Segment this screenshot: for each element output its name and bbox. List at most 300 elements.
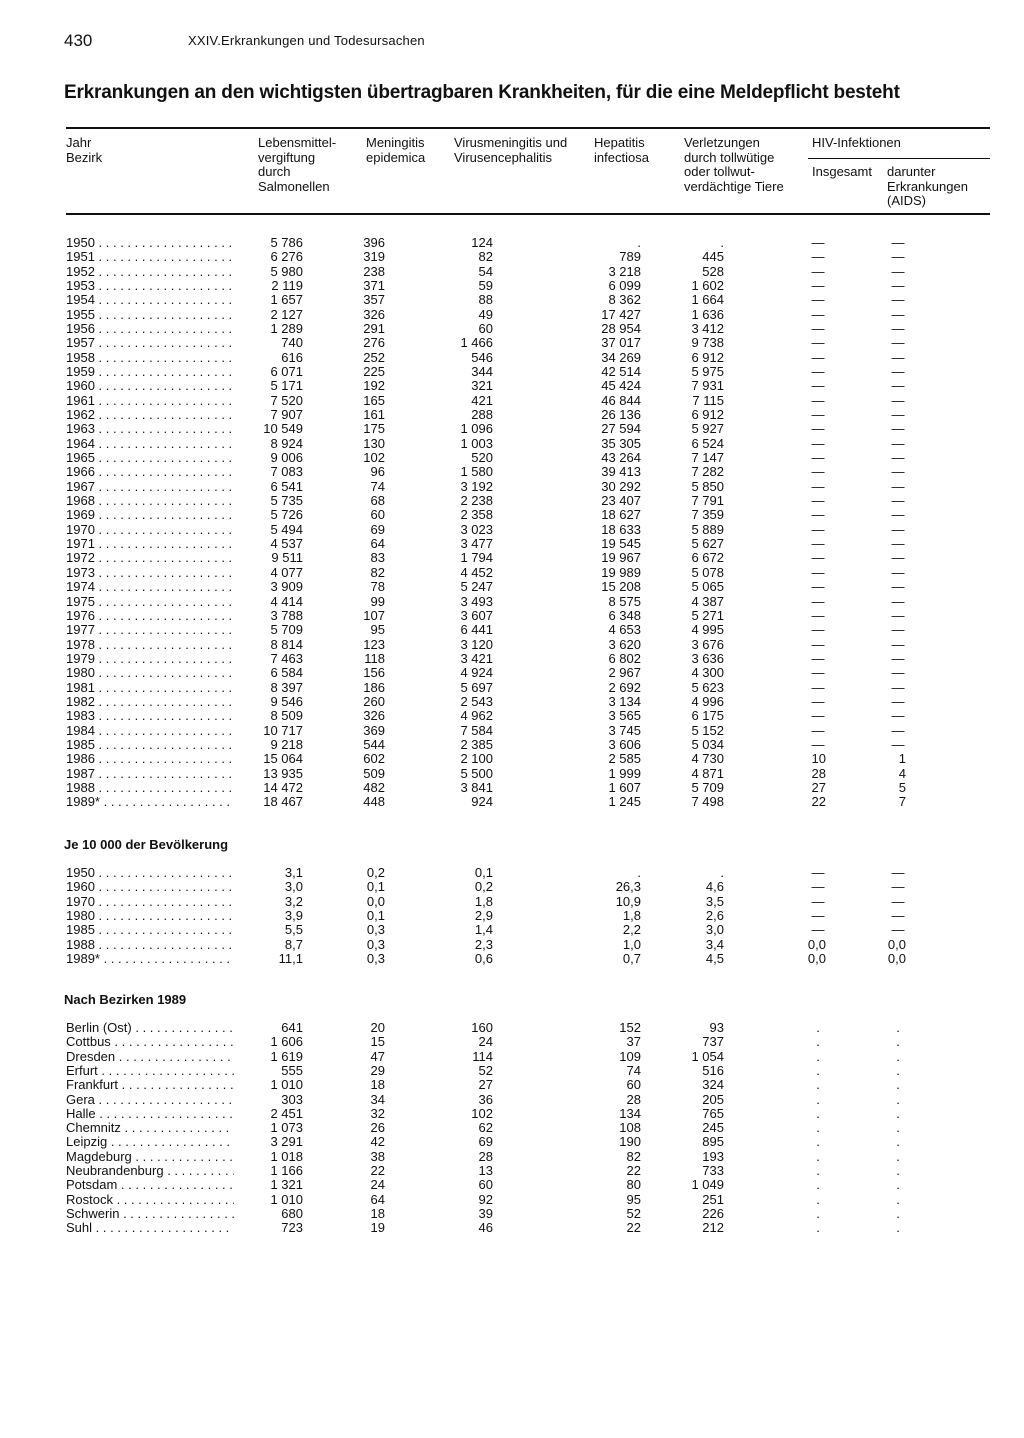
meningitis-value: 326	[363, 306, 385, 322]
virusmeningitis-value: 421	[471, 392, 493, 408]
table-row	[0, 293, 1024, 307]
table-row	[0, 451, 1024, 465]
virusmeningitis-value: 102	[471, 1105, 493, 1121]
hiv-insgesamt-value: —	[811, 249, 825, 265]
table-row	[0, 895, 1024, 909]
virusmeningitis-value: 1 003	[460, 435, 493, 451]
virusmeningitis-value: 1 466	[460, 335, 493, 351]
hiv-insgesamt-value: —	[811, 622, 825, 638]
tollwut-value: 2,6	[705, 907, 724, 923]
tollwut-value: 212	[702, 1220, 724, 1236]
salmonellen-value: 1 018	[270, 1148, 303, 1164]
hepatitis-value: 37	[626, 1034, 641, 1050]
tollwut-value: 1 664	[691, 292, 724, 308]
row-label: 1985 . . .	[66, 738, 234, 752]
row-label: 1971 . . .	[66, 537, 234, 551]
hiv-insgesamt-value: —	[811, 407, 825, 423]
meningitis-value: 47	[370, 1048, 385, 1064]
table-row	[0, 1207, 1024, 1221]
virusmeningitis-value: 546	[471, 349, 493, 365]
salmonellen-value: 303	[281, 1091, 303, 1107]
row-label: 1968 . . .	[66, 494, 234, 508]
row-label: 1953 . . .	[66, 279, 234, 293]
virusmeningitis-value: 24	[478, 1034, 493, 1050]
hiv-insgesamt-value: —	[811, 607, 825, 623]
table-row	[0, 437, 1024, 451]
hiv-aids-value: .	[896, 1148, 900, 1164]
virusmeningitis-value: 6 441	[460, 622, 493, 638]
hiv-insgesamt-value: —	[811, 464, 825, 480]
salmonellen-value: 11,1	[278, 950, 303, 966]
hiv-insgesamt-value: —	[811, 636, 825, 652]
virusmeningitis-value: 520	[471, 450, 493, 466]
tollwut-value: 5 927	[691, 421, 724, 437]
hiv-aids-value: —	[891, 650, 905, 666]
header-salmonellen: Lebensmittel- vergiftung durch Salmonellen	[258, 135, 337, 194]
table-row	[0, 681, 1024, 695]
hiv-insgesamt-value: 10	[811, 751, 826, 767]
meningitis-value: 64	[370, 1191, 385, 1207]
virusmeningitis-value: 124	[471, 235, 493, 250]
hiv-insgesamt-value: —	[811, 450, 825, 466]
tollwut-value: 226	[702, 1205, 724, 1221]
meningitis-value: 130	[363, 435, 385, 451]
meningitis-value: 260	[363, 693, 385, 709]
virusmeningitis-value: 1 794	[460, 550, 493, 566]
table-row	[0, 738, 1024, 752]
hiv-aids-value: .	[896, 1163, 900, 1178]
hiv-insgesamt-value: .	[816, 1120, 820, 1136]
hiv-insgesamt-value: —	[811, 579, 825, 595]
hiv-insgesamt-value: —	[811, 593, 825, 609]
meningitis-value: 64	[370, 536, 385, 552]
hepatitis-value: 6 348	[608, 607, 641, 623]
hepatitis-value: 30 292	[601, 478, 641, 494]
tollwut-value: 7 791	[691, 493, 724, 509]
meningitis-value: 22	[370, 1163, 385, 1178]
tollwut-value: 324	[702, 1077, 724, 1093]
hepatitis-value: 2 585	[608, 751, 641, 767]
hepatitis-value: 108	[619, 1120, 641, 1136]
table-row	[0, 1050, 1024, 1064]
hepatitis-value: 0,7	[622, 950, 641, 966]
row-label: 1972 . . .	[66, 551, 234, 565]
hiv-aids-value: —	[891, 493, 905, 509]
table-row	[0, 1193, 1024, 1207]
page-number: 430	[64, 31, 93, 50]
table-row	[0, 1221, 1024, 1235]
table-row	[0, 1078, 1024, 1092]
hiv-insgesamt-value: —	[811, 907, 825, 923]
hiv-aids-value: —	[891, 708, 905, 724]
hepatitis-value: 2,2	[622, 922, 641, 938]
virusmeningitis-value: 3 607	[460, 607, 493, 623]
row-label: Halle . . .	[66, 1107, 234, 1121]
table-row	[0, 923, 1024, 937]
tollwut-value: 4 730	[691, 751, 724, 767]
hiv-insgesamt-value: .	[816, 1205, 820, 1221]
row-label: 1952 . . .	[66, 265, 234, 279]
table-row	[0, 494, 1024, 508]
hiv-insgesamt-value: —	[811, 364, 825, 380]
hiv-insgesamt-value: —	[811, 292, 825, 308]
hepatitis-value: 789	[619, 249, 641, 265]
virusmeningitis-value: 52	[478, 1062, 493, 1078]
hiv-aids-value: —	[891, 478, 905, 494]
row-label: 1980 . . .	[66, 909, 234, 923]
table-row	[0, 1178, 1024, 1192]
bezirke-heading: Nach Bezirken 1989	[64, 992, 187, 1007]
hiv-insgesamt-value: .	[816, 1062, 820, 1078]
hepatitis-value: 6 099	[608, 278, 641, 294]
row-label: 1984 . . .	[66, 724, 234, 738]
hepatitis-value: 43 264	[601, 450, 641, 466]
virusmeningitis-value: 27	[478, 1077, 493, 1093]
hiv-aids-value: .	[896, 1020, 900, 1035]
row-label: 1965 . . .	[66, 451, 234, 465]
table-row	[0, 422, 1024, 436]
meningitis-value: 319	[363, 249, 385, 265]
hiv-insgesamt-value: .	[816, 1105, 820, 1121]
hiv-insgesamt-value: —	[811, 493, 825, 509]
tollwut-value: 733	[702, 1163, 724, 1178]
hiv-aids-value: .	[896, 1105, 900, 1121]
hiv-aids-value: .	[896, 1177, 900, 1193]
meningitis-value: 15	[370, 1034, 385, 1050]
hiv-insgesamt-value: —	[811, 536, 825, 552]
hiv-insgesamt-value: —	[811, 564, 825, 580]
salmonellen-value: 1 010	[270, 1191, 303, 1207]
hiv-aids-value: —	[891, 693, 905, 709]
virusmeningitis-value: 344	[471, 364, 493, 380]
row-label: 1985 . . .	[66, 923, 234, 937]
tollwut-value: 895	[702, 1134, 724, 1150]
meningitis-value: 544	[363, 736, 385, 752]
row-label: Neubrandenburg . . .	[66, 1164, 234, 1178]
hiv-aids-value: 4	[898, 765, 906, 781]
virusmeningitis-value: 2 358	[460, 507, 493, 523]
row-label: 1960 . . .	[66, 880, 234, 894]
tollwut-value: 6 912	[691, 349, 724, 365]
hiv-insgesamt-value: —	[811, 392, 825, 408]
row-label: 1966 . . .	[66, 465, 234, 479]
tollwut-value: 5 271	[691, 607, 724, 623]
tollwut-value: 7 115	[692, 392, 724, 408]
salmonellen-value: 7 083	[270, 464, 303, 480]
hepatitis-value: 8 575	[608, 593, 641, 609]
virusmeningitis-value: 1 580	[460, 464, 493, 480]
hiv-insgesamt-value: .	[816, 1148, 820, 1164]
table-row	[0, 508, 1024, 522]
hiv-aids-value: —	[891, 893, 905, 909]
header-hiv-insgesamt: Insgesamt	[812, 164, 872, 179]
hepatitis-value: 17 427	[601, 306, 641, 322]
tollwut-value: 3 636	[691, 650, 724, 666]
tollwut-value: .	[720, 865, 724, 880]
hepatitis-value: 3 606	[608, 736, 641, 752]
table-row	[0, 365, 1024, 379]
hiv-aids-value: —	[891, 536, 905, 552]
hepatitis-value: 26 136	[601, 407, 641, 423]
table-row	[0, 265, 1024, 279]
virusmeningitis-value: 59	[478, 278, 493, 294]
salmonellen-value: 1 289	[270, 321, 303, 337]
virusmeningitis-value: 49	[478, 306, 493, 322]
row-label: 1963 . . .	[66, 422, 234, 436]
salmonellen-value: 13 935	[263, 765, 303, 781]
header-virusmeningitis: Virusmeningitis und Virusencephalitis	[454, 135, 568, 165]
row-label: Rostock . . .	[66, 1193, 234, 1207]
meningitis-value: 0,1	[366, 907, 385, 923]
table-row	[0, 638, 1024, 652]
meningitis-value: 102	[363, 450, 385, 466]
row-label: 1988 . . .	[66, 781, 234, 795]
hiv-aids-value: .	[896, 1205, 900, 1221]
meningitis-value: 326	[363, 708, 385, 724]
meningitis-value: 18	[370, 1077, 385, 1093]
hiv-insgesamt-value: .	[816, 1220, 820, 1236]
header-bottom-rule	[66, 213, 990, 215]
table-row	[0, 580, 1024, 594]
hepatitis-value: 19 545	[601, 536, 641, 552]
meningitis-value: 396	[363, 235, 385, 250]
meningitis-value: 602	[363, 751, 385, 767]
tollwut-value: 3,4	[705, 936, 724, 952]
hiv-aids-value: —	[891, 306, 905, 322]
row-label: 1969 . . .	[66, 508, 234, 522]
row-label: 1951 . . .	[66, 250, 234, 264]
virusmeningitis-value: 39	[478, 1205, 493, 1221]
table-row	[0, 1150, 1024, 1164]
tollwut-value: 3 412	[691, 321, 724, 337]
table-row	[0, 595, 1024, 609]
meningitis-value: 29	[370, 1062, 385, 1078]
header-tollwut: Verletzungen durch tollwütige oder tollwut- verdächtige Tiere	[684, 135, 784, 194]
meningitis-value: 357	[363, 292, 385, 308]
row-label: Magdeburg . . .	[66, 1150, 234, 1164]
meningitis-value: 482	[363, 779, 385, 795]
virusmeningitis-value: 69	[478, 1134, 493, 1150]
running-head: XXIV.Erkrankungen und Todesursachen	[188, 33, 425, 48]
header-hiv-group: HIV-Infektionen	[812, 135, 901, 150]
salmonellen-value: 8,7	[284, 936, 303, 952]
tollwut-value: 7 931	[691, 378, 724, 394]
table-row	[0, 1021, 1024, 1035]
hiv-insgesamt-value: —	[811, 435, 825, 451]
meningitis-value: 156	[363, 665, 385, 681]
table-row	[0, 336, 1024, 350]
hiv-aids-value: 5	[898, 779, 906, 795]
salmonellen-value: 1 606	[270, 1034, 303, 1050]
hepatitis-value: 39 413	[601, 464, 641, 480]
meningitis-value: 95	[370, 622, 385, 638]
tollwut-value: 3 676	[691, 636, 724, 652]
virusmeningitis-value: 36	[478, 1091, 493, 1107]
salmonellen-value: 5 709	[270, 622, 303, 638]
hiv-aids-value: .	[896, 1191, 900, 1207]
row-label: Dresden . . .	[66, 1050, 234, 1064]
hiv-aids-value: .	[896, 1077, 900, 1093]
row-label: 1958 . . .	[66, 351, 234, 365]
meningitis-value: 34	[370, 1091, 385, 1107]
row-label: 1954 . . .	[66, 293, 234, 307]
hepatitis-value: 22	[626, 1220, 641, 1236]
tollwut-value: 4,6	[705, 879, 724, 895]
hiv-aids-value: —	[891, 550, 905, 566]
virusmeningitis-value: 46	[478, 1220, 493, 1236]
salmonellen-value: 7 520	[270, 392, 303, 408]
tollwut-value: 4,5	[705, 950, 724, 966]
salmonellen-value: 740	[281, 335, 303, 351]
row-label: 1983 . . .	[66, 709, 234, 723]
tollwut-value: 765	[702, 1105, 724, 1121]
meningitis-value: 0,0	[366, 893, 385, 909]
row-label: Gera . . .	[66, 1093, 234, 1107]
hepatitis-value: 74	[626, 1062, 641, 1078]
virusmeningitis-value: 2,3	[474, 936, 493, 952]
salmonellen-value: 15 064	[263, 751, 303, 767]
hiv-insgesamt-value: —	[811, 421, 825, 437]
meningitis-value: 118	[364, 650, 385, 666]
hepatitis-value: 23 407	[601, 493, 641, 509]
row-label: Suhl . . .	[66, 1221, 234, 1235]
hiv-insgesamt-value: —	[811, 263, 825, 279]
row-label: 1976 . . .	[66, 609, 234, 623]
hepatitis-value: 1 245	[608, 794, 641, 810]
virusmeningitis-value: 60	[478, 321, 493, 337]
table-row	[0, 1121, 1024, 1135]
hepatitis-value: 1 607	[608, 779, 641, 795]
hiv-insgesamt-value: .	[816, 1048, 820, 1064]
virusmeningitis-value: 60	[478, 1177, 493, 1193]
hepatitis-value: 4 653	[608, 622, 641, 638]
virusmeningitis-value: 2 238	[460, 493, 493, 509]
meningitis-value: 509	[363, 765, 385, 781]
row-label: 1980 . . .	[66, 666, 234, 680]
salmonellen-value: 1 657	[270, 292, 303, 308]
table-row	[0, 709, 1024, 723]
hiv-aids-value: .	[896, 1134, 900, 1150]
salmonellen-value: 6 276	[270, 249, 303, 265]
tollwut-value: 1 054	[691, 1048, 724, 1064]
meningitis-value: 192	[363, 378, 385, 394]
table-row	[0, 250, 1024, 264]
hiv-aids-value: —	[891, 722, 905, 738]
hiv-aids-value: .	[896, 1034, 900, 1050]
hiv-insgesamt-value: .	[816, 1077, 820, 1093]
meningitis-value: 0,3	[366, 936, 385, 952]
header-hepatitis: Hepatitis infectiosa	[594, 135, 649, 165]
hiv-aids-value: 1	[898, 751, 906, 767]
virusmeningitis-value: 3 477	[460, 536, 493, 552]
tollwut-value: 5 889	[691, 521, 724, 537]
hiv-aids-value: —	[891, 593, 905, 609]
row-label: 1974 . . .	[66, 580, 234, 594]
virusmeningitis-value: 4 452	[460, 564, 493, 580]
virusmeningitis-value: 924	[471, 794, 493, 810]
salmonellen-value: 6 541	[270, 478, 303, 494]
row-label: 1956 . . .	[66, 322, 234, 336]
table-row	[0, 322, 1024, 336]
salmonellen-value: 3,0	[284, 879, 303, 895]
meningitis-value: 175	[363, 421, 385, 437]
hiv-insgesamt-value: —	[811, 378, 825, 394]
hepatitis-value: 10,9	[615, 893, 641, 909]
row-label: Leipzig . . .	[66, 1135, 234, 1149]
table-row	[0, 623, 1024, 637]
salmonellen-value: 8 509	[270, 708, 303, 724]
hiv-insgesamt-value: .	[816, 1191, 820, 1207]
hiv-aids-value: .	[896, 1048, 900, 1064]
hepatitis-value: 1,0	[622, 936, 641, 952]
hepatitis-value: 6 802	[608, 650, 641, 666]
salmonellen-value: 14 472	[263, 779, 303, 795]
hiv-insgesamt-value: .	[816, 1034, 820, 1050]
hepatitis-value: 19 989	[601, 564, 641, 580]
hepatitis-value: 18 633	[601, 521, 641, 537]
hiv-insgesamt-value: —	[811, 693, 825, 709]
hiv-aids-value: —	[891, 263, 905, 279]
salmonellen-value: 3,1	[284, 865, 303, 880]
meningitis-value: 60	[370, 507, 385, 523]
row-label: 1970 . . .	[66, 523, 234, 537]
hiv-insgesamt-value: —	[811, 521, 825, 537]
table-row	[0, 909, 1024, 923]
salmonellen-value: 641	[281, 1020, 303, 1035]
hepatitis-value: 3 134	[608, 693, 641, 709]
meningitis-value: 96	[370, 464, 385, 480]
virusmeningitis-value: 3 120	[460, 636, 493, 652]
meningitis-value: 161	[363, 407, 385, 423]
hiv-aids-value: —	[891, 679, 905, 695]
virusmeningitis-value: 160	[471, 1020, 493, 1035]
salmonellen-value: 8 397	[270, 679, 303, 695]
hepatitis-value: 22	[626, 1163, 641, 1178]
salmonellen-value: 10 549	[263, 421, 303, 437]
virusmeningitis-value: 1,8	[474, 893, 493, 909]
virusmeningitis-value: 1,4	[474, 922, 493, 938]
salmonellen-value: 616	[281, 349, 303, 365]
hiv-insgesamt-value: .	[816, 1091, 820, 1107]
hiv-aids-value: .	[896, 1120, 900, 1136]
meningitis-value: 42	[370, 1134, 385, 1150]
table-top-rule	[66, 127, 990, 129]
salmonellen-value: 1 010	[270, 1077, 303, 1093]
salmonellen-value: 8 924	[270, 435, 303, 451]
hiv-insgesamt-value: —	[811, 736, 825, 752]
meningitis-value: 68	[370, 493, 385, 509]
table-row	[0, 938, 1024, 952]
row-label: 1982 . . .	[66, 695, 234, 709]
virusmeningitis-value: 2 385	[460, 736, 493, 752]
hepatitis-value: 8 362	[608, 292, 641, 308]
tollwut-value: 5 623	[691, 679, 724, 695]
hiv-aids-value: —	[891, 378, 905, 394]
hiv-insgesamt-value: —	[811, 865, 825, 880]
hiv-aids-value: —	[891, 636, 905, 652]
salmonellen-value: 5 171	[270, 378, 303, 394]
hiv-aids-value: —	[891, 736, 905, 752]
virusmeningitis-value: 88	[478, 292, 493, 308]
hiv-insgesamt-value: —	[811, 507, 825, 523]
virusmeningitis-value: 13	[478, 1163, 493, 1178]
hepatitis-value: 134	[619, 1105, 641, 1121]
hiv-aids-value: —	[891, 364, 905, 380]
row-label: 1950 . . .	[66, 236, 234, 250]
virusmeningitis-value: 2,9	[474, 907, 493, 923]
hepatitis-value: 46 844	[601, 392, 641, 408]
tollwut-value: 6 912	[691, 407, 724, 423]
